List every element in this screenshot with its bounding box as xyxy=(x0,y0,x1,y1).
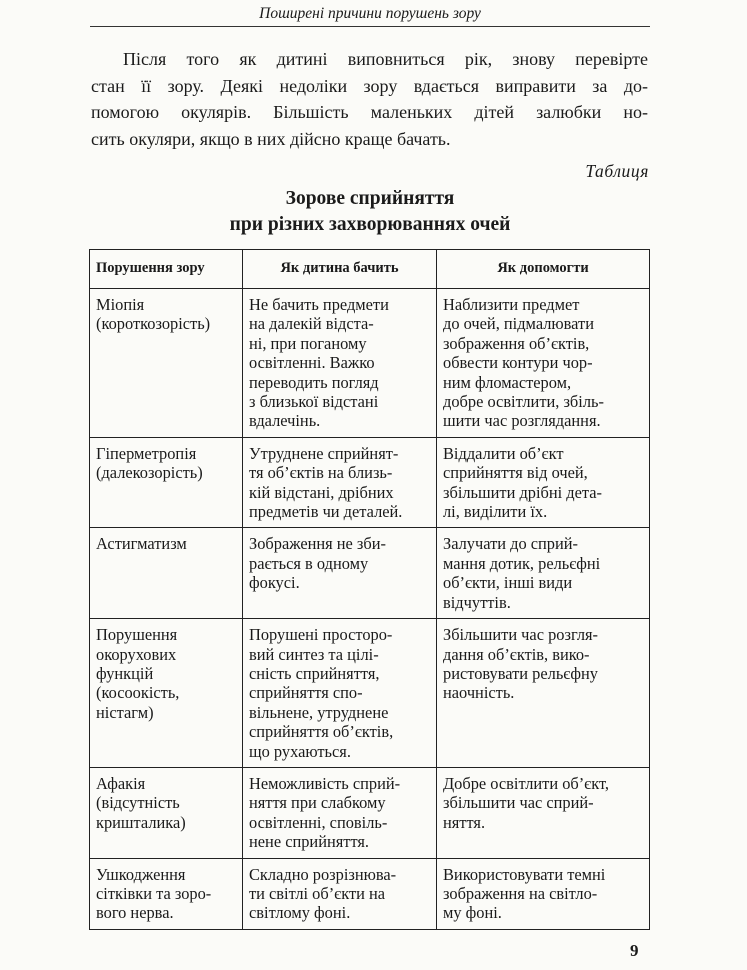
cell-line: Наблизити предмет xyxy=(443,295,580,314)
cell-line: вдалечінь. xyxy=(249,411,321,431)
intro-line: помогою окулярів. Більшість маленьких дітей залюбки но- xyxy=(91,102,648,122)
cell-line: му фоні. xyxy=(443,903,502,923)
cell-line: нене сприйняття. xyxy=(249,832,370,852)
running-header: Поширені причини порушень зору xyxy=(90,2,650,27)
cell-line: (косоокість, xyxy=(96,683,180,703)
table-row xyxy=(90,289,650,438)
cell-line: Афакія xyxy=(96,773,146,793)
vision-table xyxy=(89,249,650,930)
cell-line: з близької відстані xyxy=(249,392,379,412)
cell-line: об’єкти, інші види xyxy=(443,573,573,593)
cell-line: Ушкодження xyxy=(96,864,186,884)
intro-paragraph xyxy=(91,46,648,152)
disorder-cell xyxy=(90,619,243,768)
cell-line: відчуттів. xyxy=(443,592,511,612)
cell-line: функцій xyxy=(96,663,154,683)
cell-line: освітленні, сповіль- xyxy=(249,812,388,832)
table-row xyxy=(90,858,650,929)
help-cell xyxy=(437,858,650,929)
intro-line: Після того як дитині виповниться рік, знову перевірте xyxy=(123,49,648,69)
cell-line: кришталика) xyxy=(96,812,186,832)
cell-line: зображення на світло- xyxy=(443,883,598,903)
intro-line: стан її зору. Деякі недоліки зору вдається виправити за до- xyxy=(91,75,648,96)
disorder-cell xyxy=(90,437,243,528)
perception-cell xyxy=(243,619,437,768)
cell-line: Неможливість сприй- xyxy=(249,773,401,793)
cell-line: сітківки та зоро- xyxy=(96,883,212,903)
cell-line: збільшити дрібні дета- xyxy=(443,482,603,502)
cell-line: шити час розглядання. xyxy=(443,411,601,431)
cell-line: Порушення xyxy=(96,625,178,645)
cell-line: ністагм) xyxy=(96,702,154,722)
perception-cell xyxy=(243,437,437,528)
table-header-row xyxy=(90,250,650,289)
column-header: Порушення зору xyxy=(90,250,243,289)
cell-line: обвести контури чор- xyxy=(443,353,593,373)
page-number: 9 xyxy=(630,941,639,960)
cell-line: Віддалити об’єкт xyxy=(443,443,564,463)
cell-line: Використовувати темні xyxy=(443,864,606,884)
disorder-cell xyxy=(90,528,243,619)
cell-line: вільнене, утруднене xyxy=(249,702,389,722)
table-label: Таблиця xyxy=(585,161,649,181)
perception-cell xyxy=(243,289,437,438)
cell-line: ні, при поганому xyxy=(249,333,367,353)
help-cell xyxy=(437,528,650,619)
help-cell xyxy=(437,619,650,768)
cell-line: (відсутність xyxy=(96,793,180,813)
cell-line: Складно розрізнюва- xyxy=(249,864,397,884)
cell-line: лі, виділити їх. xyxy=(443,502,548,522)
disorder-cell xyxy=(90,767,243,858)
cell-line: Збільшити час розгля- xyxy=(443,625,599,645)
cell-line: Добре освітлити об’єкт, xyxy=(443,773,609,793)
cell-line: мання дотик, рельєфні xyxy=(443,553,601,573)
cell-line: (короткозорість) xyxy=(96,314,211,334)
table-title xyxy=(90,186,650,238)
cell-line: наочність. xyxy=(443,683,515,703)
perception-cell xyxy=(243,858,437,929)
cell-line: няття. xyxy=(443,812,486,832)
cell-line: дання об’єктів, вико- xyxy=(443,644,590,664)
cell-line: Міопія xyxy=(96,295,145,314)
help-cell xyxy=(437,289,650,438)
cell-line: няття при слабкому xyxy=(249,793,386,813)
cell-line: до очей, підмалювати xyxy=(443,314,594,334)
cell-line: кій відстані, дрібних xyxy=(249,482,394,502)
cell-line: рається в одному xyxy=(249,553,369,573)
cell-line: ним фломастером, xyxy=(443,372,572,392)
help-cell xyxy=(437,767,650,858)
disorder-cell xyxy=(90,289,243,438)
table-body xyxy=(90,289,650,930)
table-row xyxy=(90,619,650,768)
cell-line: Утруднене сприйнят- xyxy=(249,443,399,463)
cell-line: на далекій відста- xyxy=(249,314,374,334)
table-row xyxy=(90,528,650,619)
column-header: Як допомогти xyxy=(437,250,650,289)
table-row xyxy=(90,767,650,858)
cell-line: Порушені просторо- xyxy=(249,625,393,645)
disorder-cell xyxy=(90,858,243,929)
column-header: Як дитина бачить xyxy=(243,250,437,289)
cell-line: вий синтез та цілі- xyxy=(249,644,379,664)
table-row xyxy=(90,437,650,528)
cell-line: збільшити час сприй- xyxy=(443,793,594,813)
cell-line: фокусі. xyxy=(249,573,300,593)
cell-line: переводить погляд xyxy=(249,372,379,392)
perception-cell xyxy=(243,767,437,858)
cell-line: що рухаються. xyxy=(249,741,351,761)
cell-line: сприйняття від очей, xyxy=(443,463,588,483)
help-cell xyxy=(437,437,650,528)
intro-line: сить окуляри, якщо в них дійсно краще бачать. xyxy=(91,128,451,149)
cell-line: окорухових xyxy=(96,644,177,664)
perception-cell xyxy=(243,528,437,619)
cell-line: Не бачить предмети xyxy=(249,295,389,314)
cell-line: тя об’єктів на близь- xyxy=(249,463,393,483)
cell-line: (далекозорість) xyxy=(96,463,203,483)
cell-line: світлому фоні. xyxy=(249,903,351,923)
cell-line: сність сприйняття, xyxy=(249,663,380,683)
cell-line: сприйняття об’єктів, xyxy=(249,722,394,742)
cell-line: Залучати до сприй- xyxy=(443,534,579,554)
cell-line: ристовувати рельєфну xyxy=(443,663,598,683)
table-title-line: Зорове сприйняття xyxy=(285,188,455,209)
cell-line: Гіперметропія xyxy=(96,443,197,463)
cell-line: Зображення не зби- xyxy=(249,534,386,554)
cell-line: освітленні. Важко xyxy=(249,353,375,373)
cell-line: предметів чи деталей. xyxy=(249,502,403,522)
cell-line: добре освітлити, збіль- xyxy=(443,392,604,412)
cell-line: ти світлі об’єкти на xyxy=(249,883,386,903)
cell-line: вого нерва. xyxy=(96,903,174,923)
table-title-line: при різних захворюваннях очей xyxy=(229,214,511,235)
cell-line: зображення об’єктів, xyxy=(443,333,590,353)
cell-line: сприйняття спо- xyxy=(249,683,363,703)
cell-line: Астигматизм xyxy=(96,534,187,554)
